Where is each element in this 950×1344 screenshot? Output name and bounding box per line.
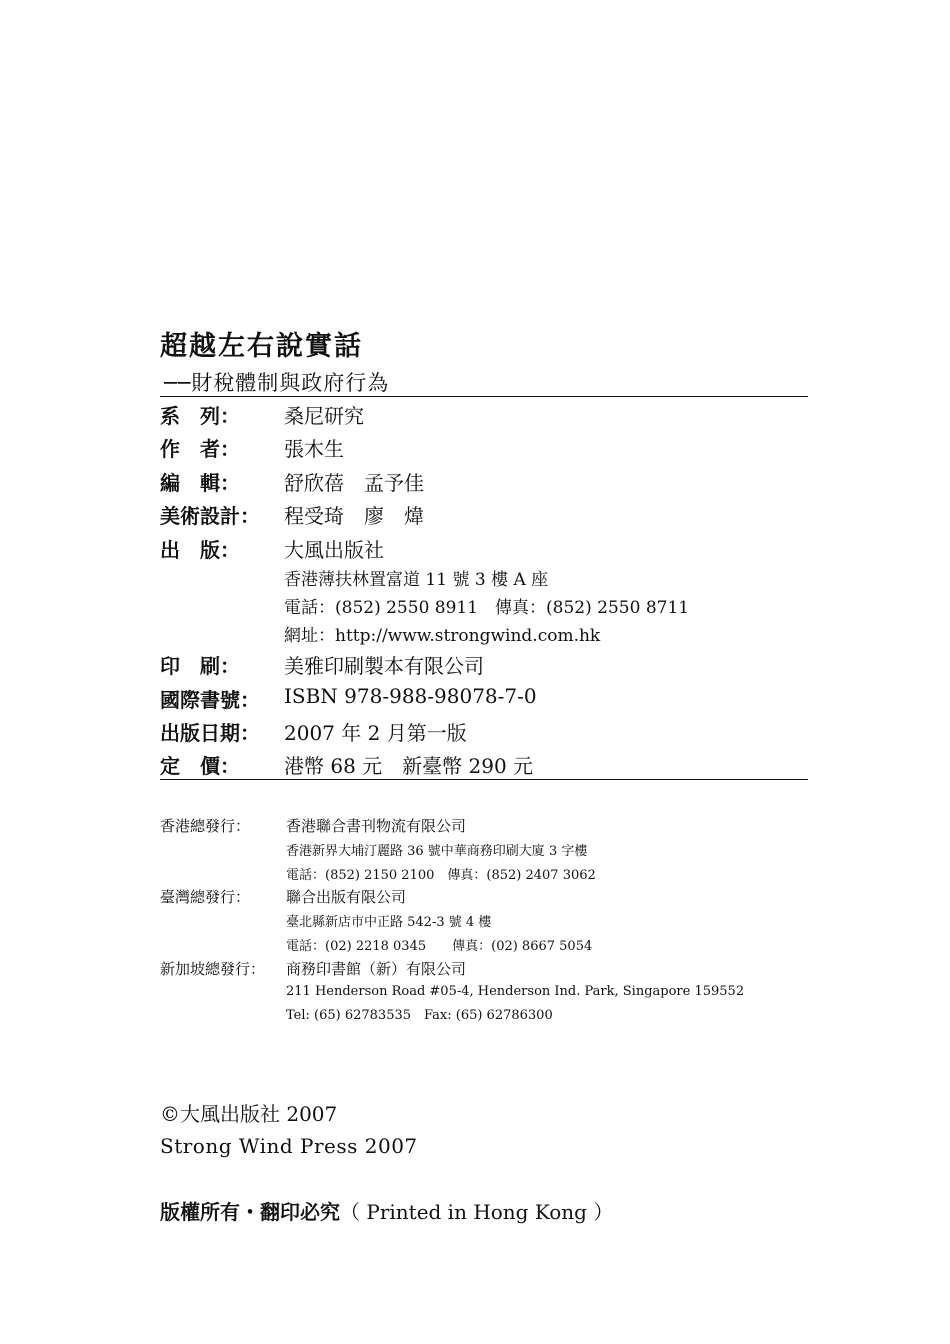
credit-value-design: 程受琦 廖 煒 [284,504,424,528]
distributor-phone-sg: Tel: (65) 62783535 Fax: (65) 62786300 [286,1008,553,1023]
distributor-phone-tw: 電話：(02) 2218 0345 傳真：(02) 8667 5054 [286,939,593,954]
credit-label-editor: 編 輯： [160,471,240,495]
credit-label-design: 美術設計： [160,504,260,528]
credit-label-date: 出版日期： [160,721,260,745]
rights-en: （ Printed in Hong Kong ） [340,1200,614,1224]
distributor-label-hk: 香港總發行： [160,817,251,835]
rights-zh: 版權所有・翻印必究 [160,1200,340,1224]
publisher-address: 香港薄扶林置富道 11 號 3 樓 A 座 [284,570,549,590]
distributor-label-sg: 新加坡總發行： [160,960,266,978]
credit-value-date: 2007 年 2 月第一版 [284,721,467,745]
distributor-name-hk: 香港聯合書刊物流有限公司 [286,817,467,835]
top-rule [160,396,808,397]
distributor-address-hk: 香港新界大埔汀麗路 36 號中華商務印刷大廈 3 字樓 [286,844,588,859]
credit-value-publisher: 大風出版社 [284,538,384,562]
credit-label-author: 作 者： [160,437,240,461]
copyright-zh: ©大風出版社 2007 [160,1102,338,1126]
book-title: 超越左右說實話 [160,331,363,362]
credit-label-series: 系 列： [160,404,240,428]
credit-value-isbn: ISBN 978-988-98078-7-0 [284,684,537,708]
distributor-label-tw: 臺灣總發行： [160,888,251,906]
credit-label-price: 定 價： [160,754,240,778]
distributor-address-tw: 臺北縣新店市中正路 542-3 號 4 樓 [286,915,492,930]
credit-label-isbn: 國際書號： [160,688,260,712]
credit-value-series: 桑尼研究 [284,404,364,428]
book-subtitle: ──財稅體制與政府行為 [164,371,390,395]
distributor-address-sg: 211 Henderson Road #05-4, Henderson Ind. Park, Singapore 159552 [286,984,745,999]
bottom-rule [160,779,808,780]
distributor-name-tw: 聯合出版有限公司 [286,888,407,906]
distributor-phone-hk: 電話：(852) 2150 2100 傳真：(852) 2407 3062 [286,868,596,883]
credit-value-printer: 美雅印刷製本有限公司 [284,654,484,678]
copyright-en: Strong Wind Press 2007 [160,1134,418,1158]
publisher-website: 網址：http://www.strongwind.com.hk [284,626,601,646]
credit-value-editor: 舒欣蓓 孟予佳 [284,471,424,495]
credit-label-printer: 印 刷： [160,654,240,678]
credit-value-price: 港幣 68 元 新臺幣 290 元 [284,754,534,778]
distributor-name-sg: 商務印書館（新）有限公司 [286,960,467,978]
publisher-phone-fax: 電話：(852) 2550 8911 傳真：(852) 2550 8711 [284,598,690,618]
rights-statement [160,1196,613,1225]
credit-label-publisher: 出 版： [160,538,240,562]
credit-value-author: 張木生 [284,437,344,461]
